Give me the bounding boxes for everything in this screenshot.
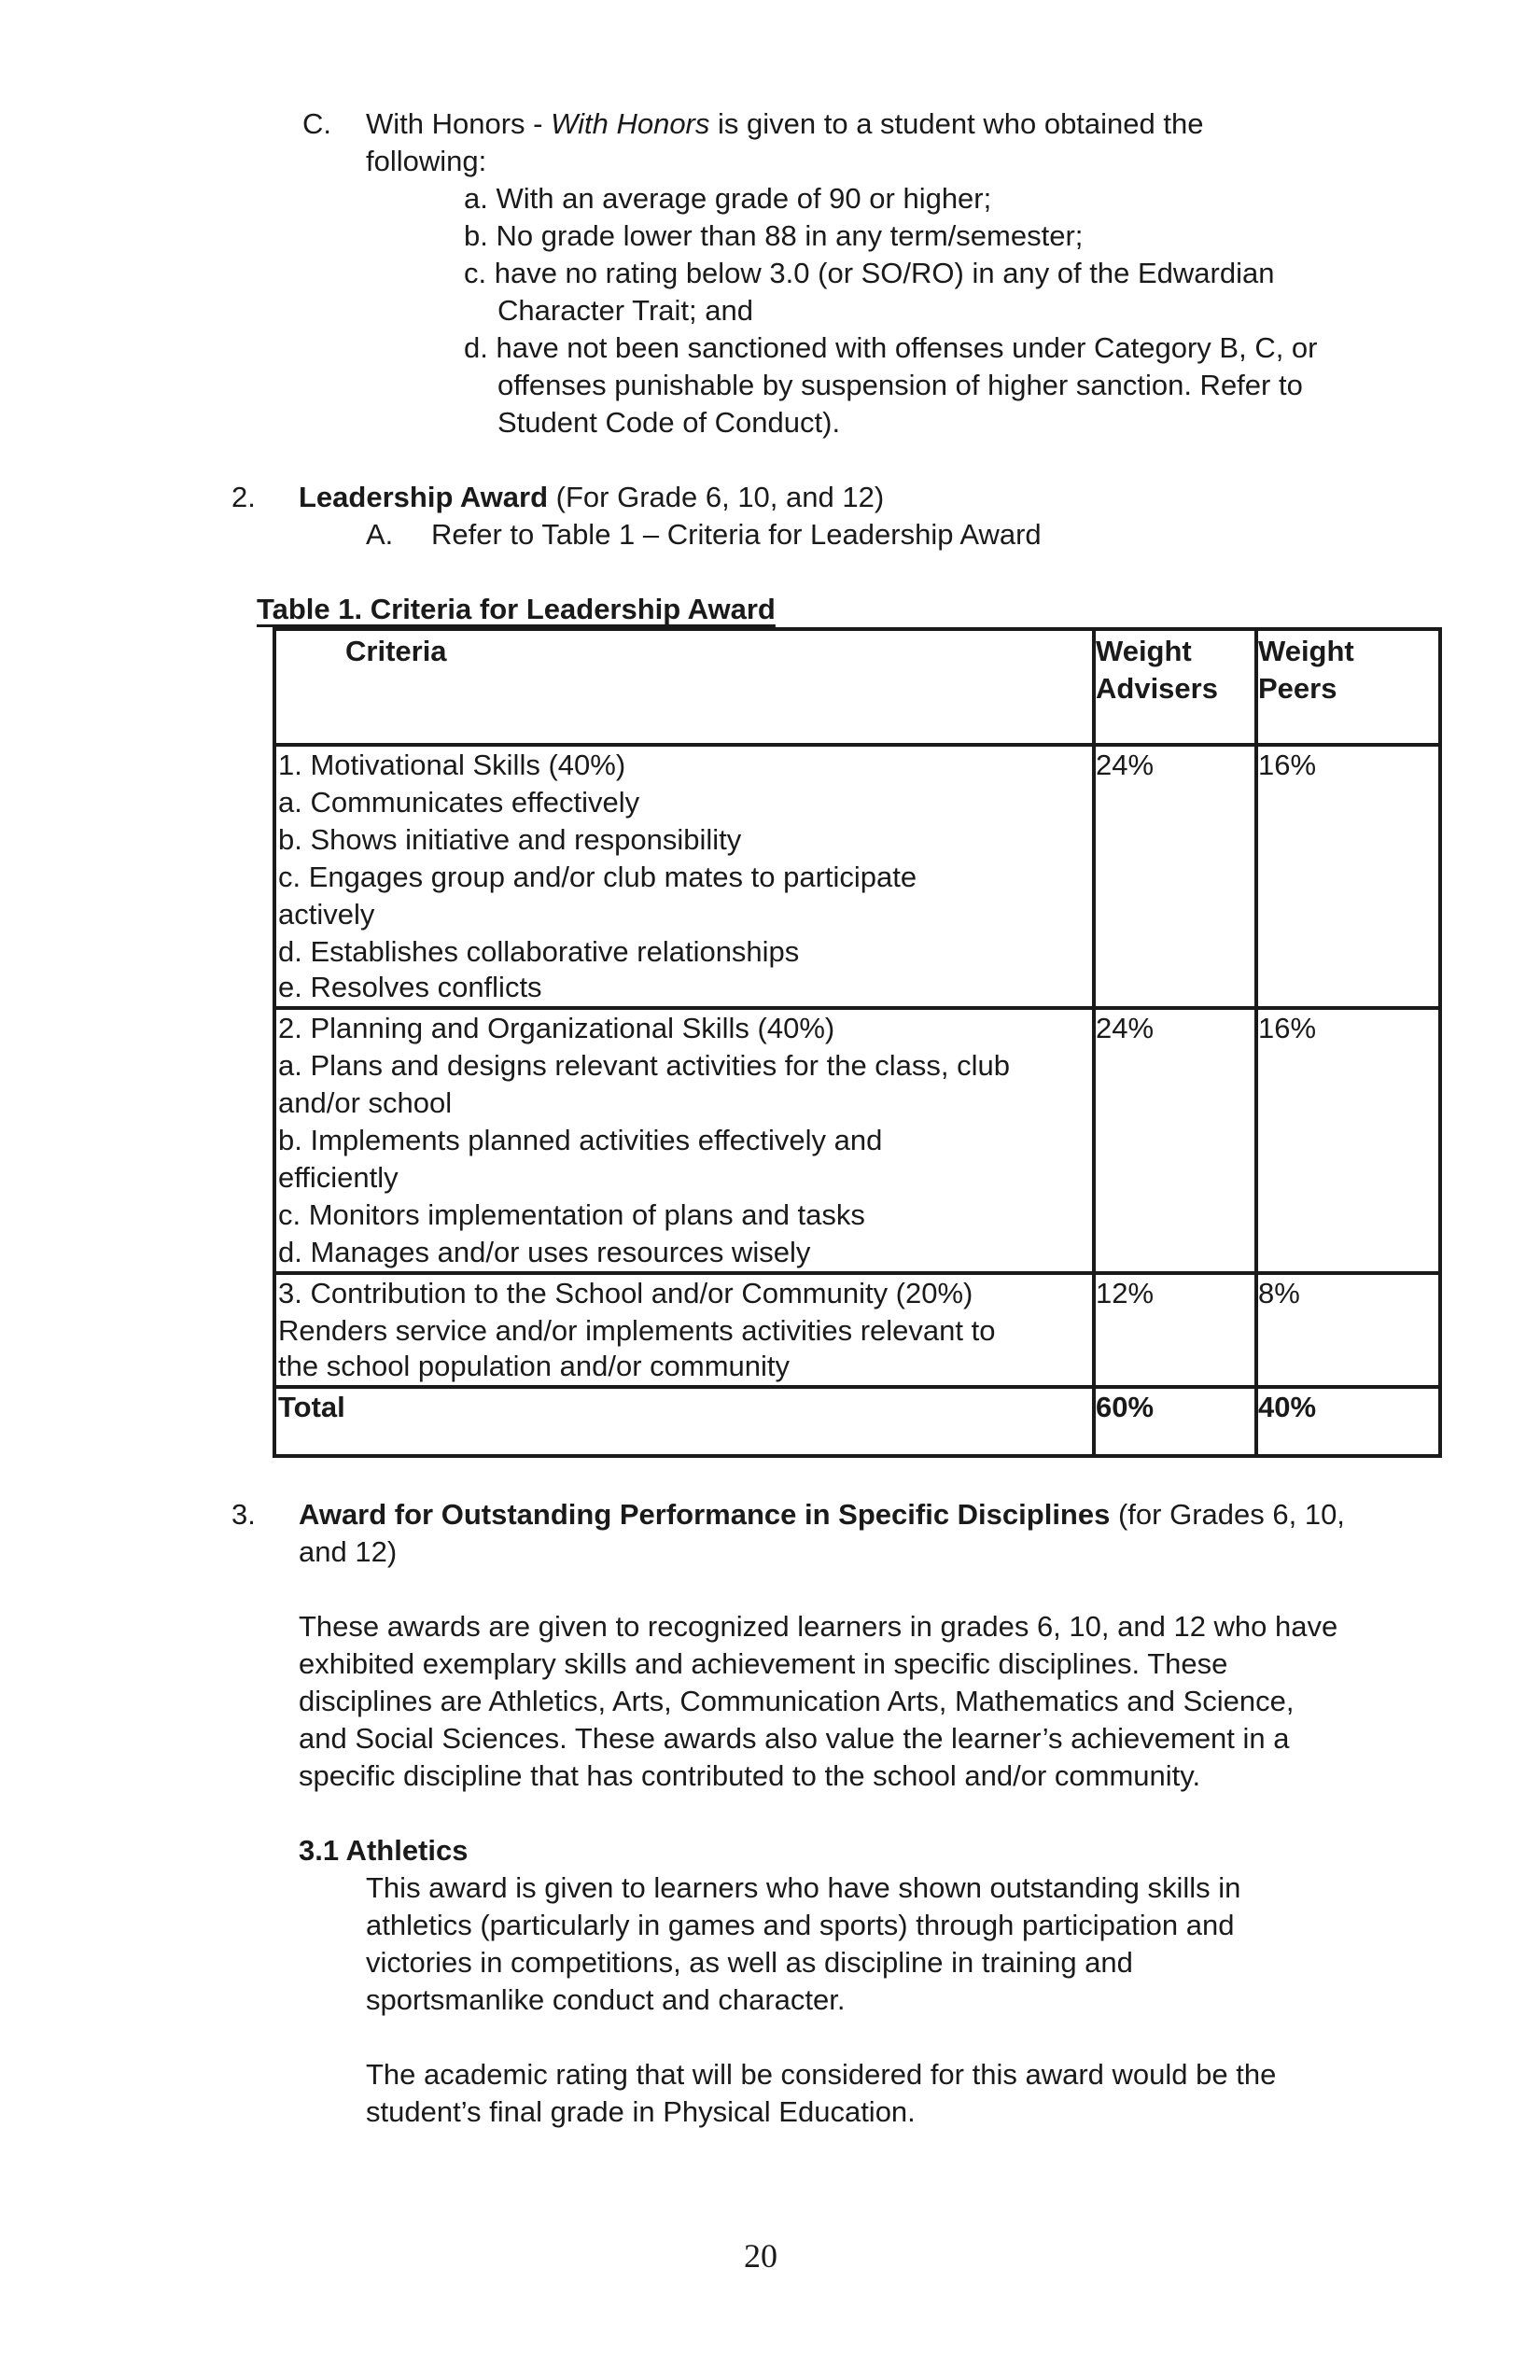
with-honors-lead-rest: is given to a student who obtained the bbox=[709, 107, 1204, 140]
athletics-para-line: victories in competitions, as well as discipline in training and bbox=[366, 1946, 1133, 1979]
with-honors-lead-cont: following: bbox=[366, 145, 487, 177]
row2-advisers-weight: 24% bbox=[1096, 1012, 1155, 1044]
outstanding-heading-rest: (for Grades 6, 10, bbox=[1110, 1498, 1345, 1531]
leadership-heading bbox=[299, 479, 884, 516]
athletics-para2-line: The academic rating that will be considered for this award would be the bbox=[366, 2058, 1277, 2091]
table-header-peers-1: Weight bbox=[1258, 635, 1354, 667]
honors-item-b: b. No grade lower than 88 in any term/semester; bbox=[464, 219, 1084, 252]
row1-line: a. Communicates effectively bbox=[278, 786, 640, 819]
table-header-advisers-2: Advisers bbox=[1096, 672, 1218, 705]
outstanding-heading-cont: and 12) bbox=[299, 1535, 398, 1568]
row3-line: Renders service and/or implements activities relevant to bbox=[278, 1314, 996, 1347]
athletics-heading: 3.1 Athletics bbox=[299, 1834, 469, 1867]
leadership-heading-rest: (For Grade 6, 10, and 12) bbox=[548, 481, 885, 513]
leadership-number: 2. bbox=[231, 481, 256, 513]
outstanding-para-line: and Social Sciences. These awards also value the learner’s achievement in a bbox=[299, 1722, 1290, 1755]
honors-item-d: d. have not been sanctioned with offenses under Category B, C, or bbox=[464, 331, 1318, 364]
table-header-criteria: Criteria bbox=[345, 635, 447, 667]
row3-peers-weight: 8% bbox=[1258, 1277, 1300, 1309]
row3-advisers-weight: 12% bbox=[1096, 1277, 1155, 1309]
honors-item-d-cont-1: offenses punishable by suspension of higher sanction. Refer to bbox=[497, 369, 1303, 401]
row3-line: 3. Contribution to the School and/or Community (20%) bbox=[278, 1277, 973, 1309]
row1-line: b. Shows initiative and responsibility bbox=[278, 823, 742, 856]
honors-item-d-cont-2: Student Code of Conduct). bbox=[497, 406, 841, 439]
row1-line: d. Establishes collaborative relationships bbox=[278, 935, 800, 968]
row2-line: d. Manages and/or uses resources wisely bbox=[278, 1236, 811, 1268]
total-peers: 40% bbox=[1258, 1391, 1317, 1423]
row1-advisers-weight: 24% bbox=[1096, 749, 1155, 781]
with-honors-lead-label: With Honors - bbox=[366, 107, 552, 140]
leadership-sub-text: Refer to Table 1 – Criteria for Leadership Award bbox=[431, 518, 1042, 551]
leadership-sub-marker: A. bbox=[366, 518, 394, 551]
with-honors-lead bbox=[366, 105, 1203, 143]
table-caption: Table 1. Criteria for Leadership Award bbox=[257, 593, 776, 625]
page-number: 20 bbox=[744, 2237, 777, 2275]
row2-line: b. Implements planned activities effectively and bbox=[278, 1124, 883, 1156]
row1-peers-weight: 16% bbox=[1258, 749, 1317, 781]
row2-line: efficiently bbox=[278, 1161, 399, 1194]
item-marker-c: C. bbox=[302, 107, 331, 140]
outstanding-number: 3. bbox=[231, 1498, 256, 1531]
row1-line: 1. Motivational Skills (40%) bbox=[278, 749, 626, 781]
outstanding-para-line: disciplines are Athletics, Arts, Communication Arts, Mathematics and Science, bbox=[299, 1685, 1295, 1717]
athletics-para-line: This award is given to learners who have shown outstanding skills in bbox=[366, 1871, 1241, 1904]
outstanding-para-line: These awards are given to recognized learners in grades 6, 10, and 12 who have bbox=[299, 1610, 1338, 1643]
row2-line: and/or school bbox=[278, 1086, 453, 1119]
outstanding-para-line: specific discipline that has contributed to the school and/or community. bbox=[299, 1759, 1201, 1792]
total-label: Total bbox=[278, 1391, 345, 1423]
row2-line: 2. Planning and Organizational Skills (40%) bbox=[278, 1012, 835, 1044]
honors-item-a: a. With an average grade of 90 or higher; bbox=[464, 182, 992, 215]
total-advisers: 60% bbox=[1096, 1391, 1155, 1423]
leadership-heading-bold: Leadership Award bbox=[299, 481, 549, 513]
table-header-advisers-1: Weight bbox=[1096, 635, 1192, 667]
row2-peers-weight: 16% bbox=[1258, 1012, 1317, 1044]
row2-line: a. Plans and designs relevant activities for the class, club bbox=[278, 1049, 1011, 1082]
row1-line: c. Engages group and/or club mates to participate bbox=[278, 861, 917, 893]
outstanding-para-line: exhibited exemplary skills and achievement in specific disciplines. These bbox=[299, 1647, 1228, 1680]
row1-line: actively bbox=[278, 898, 375, 931]
athletics-para2-line: student’s final grade in Physical Education. bbox=[366, 2095, 916, 2128]
honors-item-c: c. have no rating below 3.0 (or SO/RO) in any of the Edwardian bbox=[464, 257, 1275, 289]
honors-item-c-cont: Character Trait; and bbox=[497, 294, 753, 327]
athletics-para-line: sportsmanlike conduct and character. bbox=[366, 1983, 846, 2016]
row3-line: the school population and/or community bbox=[278, 1350, 790, 1382]
outstanding-heading bbox=[299, 1496, 1345, 1533]
table-header-peers-2: Peers bbox=[1258, 672, 1337, 705]
outstanding-heading-bold: Award for Outstanding Performance in Specific Disciplines bbox=[299, 1498, 1111, 1531]
with-honors-italic: With Honors bbox=[551, 107, 710, 140]
leadership-criteria-table bbox=[273, 627, 1442, 1458]
athletics-para-line: athletics (particularly in games and sports) through participation and bbox=[366, 1909, 1235, 1941]
row2-line: c. Monitors implementation of plans and tasks bbox=[278, 1198, 865, 1231]
row1-line: e. Resolves conflicts bbox=[278, 971, 542, 1003]
